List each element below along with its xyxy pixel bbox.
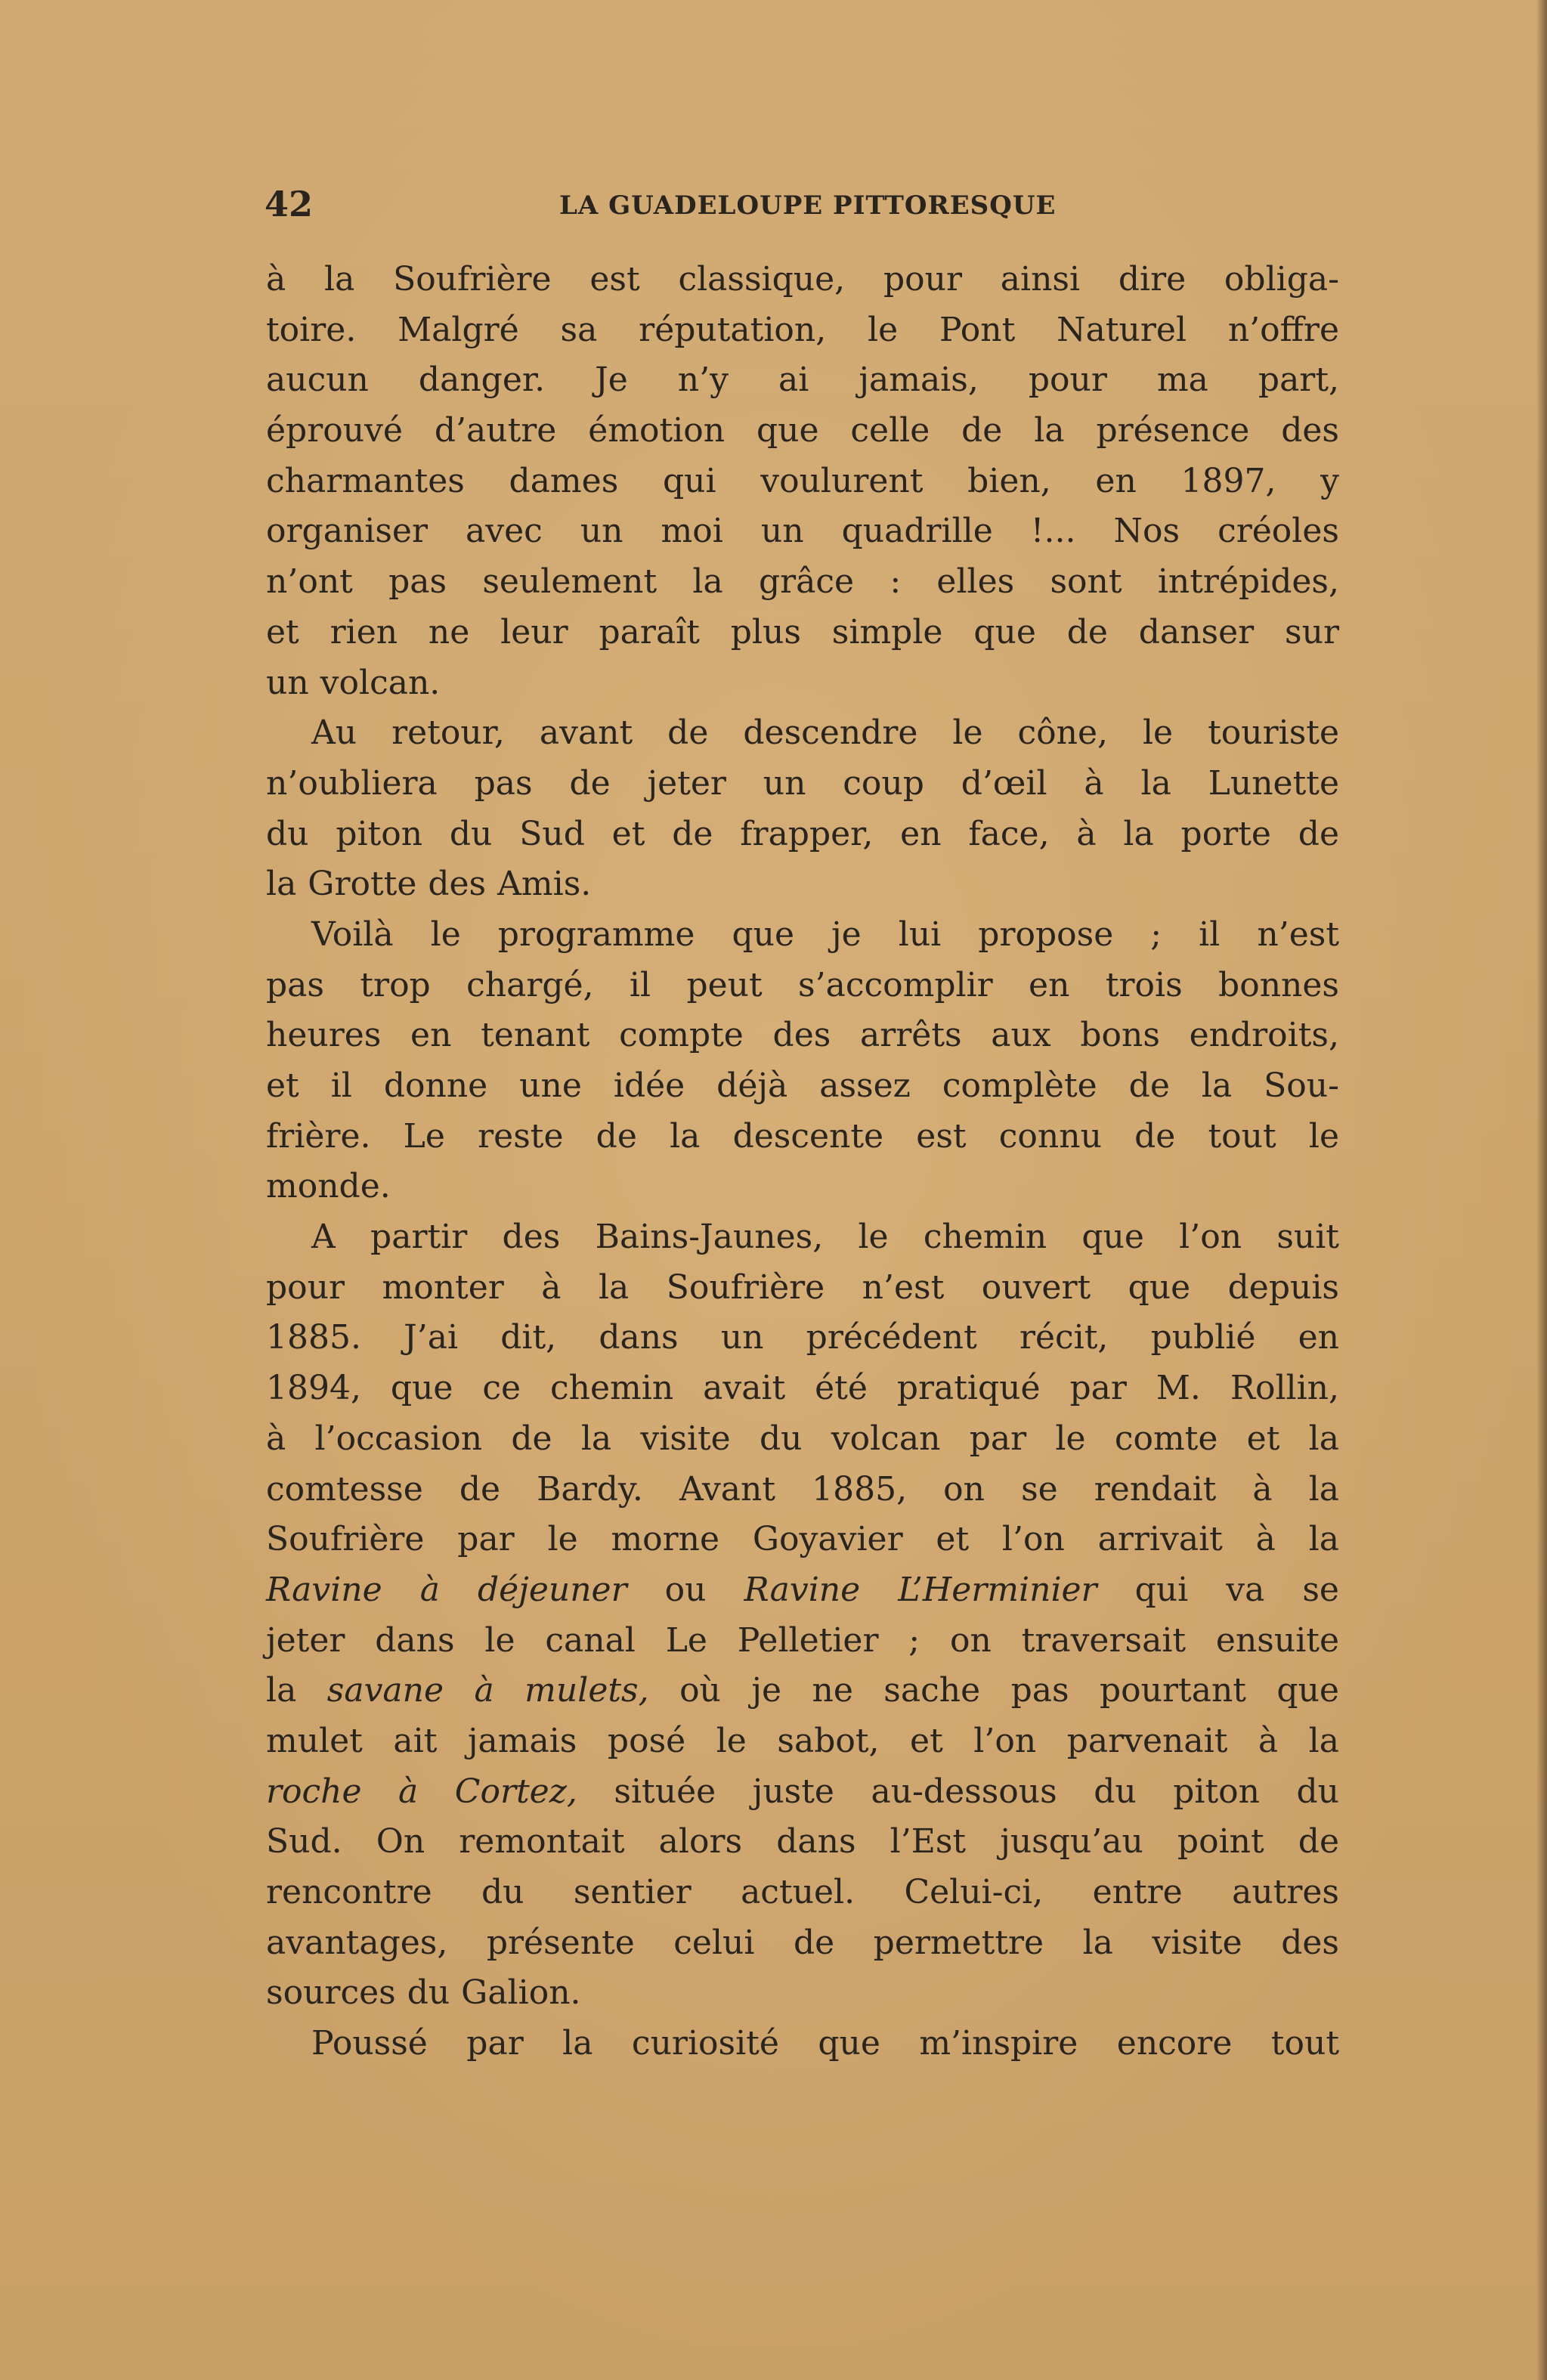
text-line-mixed [266,1666,1339,1716]
text-line: Sud. On remontait alors dans l’Est jusqu’au point de [266,1822,1339,1862]
text-run: qui va se [1134,1570,1339,1609]
text-line: du piton du Sud et de frapper, en face, à la porte de [266,814,1339,853]
text-line: frière. Le reste de la descente est connu de tout le [266,1116,1339,1156]
text-run: où je ne sache pas pourtant que [679,1671,1339,1710]
text-line: sources du Galion. [266,1973,581,2013]
text-line: toire. Malgré sa réputation, le Pont Naturel n’offre [266,310,1339,349]
text-line: monde. [266,1167,391,1206]
text-line: n’oubliera pas de jeter un coup d’œil à la Lunette [266,763,1339,803]
text-line: à la Soufrière est classique, pour ainsi dire obliga- [266,260,1339,299]
text-line: n’ont pas seulement la grâce : elles sont intrépides, [266,562,1339,602]
text-line: et il donne une idée déjà assez complète de la Sou- [266,1066,1339,1105]
text-line: heures en tenant compte des arrêts aux bons endroits, [266,1016,1339,1055]
text-line: la Grotte des Amis. [266,865,592,904]
text-line: avantages, présente celui de permettre la visite des [266,1923,1339,1962]
text-line: Au retour, avant de descendre le cône, le touriste [311,713,1339,753]
text-line: rencontre du sentier actuel. Celui-ci, entre autres [266,1873,1339,1911]
running-title: LA GUADELOUPE PITTORESQUE [559,190,1057,221]
text-line-mixed [266,1767,1339,1818]
text-line: Voilà le programme que je lui propose ; il n’est [311,915,1339,954]
text-line: comtesse de Bardy. Avant 1885, on se rendait à la [266,1469,1339,1509]
text-line: aucun danger. Je n’y ai jamais, pour ma part, [266,361,1339,400]
italic-phrase: Ravine L’Herminier [744,1570,1097,1609]
text-line: pour monter à la Soufrière n’est ouvert que depuis [266,1267,1339,1307]
text-line: et rien ne leur paraît plus simple que de danser sur [266,612,1339,651]
text-line: Poussé par la curiosité que m’inspire encore tout [311,2024,1339,2063]
text-line-mixed [266,1565,1339,1616]
text-run: ou [664,1570,707,1609]
text-line: à l’occasion de la visite du volcan par le comte et la [266,1419,1339,1458]
body-text [266,255,1339,2069]
text-line: organiser avec un moi un quadrille !... Nos créoles [266,512,1339,551]
text-run: située juste au-dessous du piton du [614,1772,1339,1811]
text-line: 1885. J’ai dit, dans un précédent récit, publié en [266,1318,1339,1357]
page-number: 42 [265,184,314,224]
text-line: Soufrière par le morne Goyavier et l’on arrivait à la [266,1520,1339,1559]
text-line: un volcan. [266,663,441,702]
text-line: A partir des Bains-Jaunes, le chemin que l’on suit [311,1218,1339,1257]
page-header [265,181,1338,227]
text-line: pas trop chargé, il peut s’accomplir en trois bonnes [266,965,1339,1004]
text-run: la [266,1671,297,1710]
italic-phrase: Ravine à déjeuner [266,1570,627,1609]
italic-phrase: savane à mulets, [326,1671,649,1710]
text-line: 1894, que ce chemin avait été pratiqué par M. Rollin, [266,1369,1339,1408]
text-line: jeter dans le canal Le Pelletier ; on traversait ensuite [266,1620,1339,1660]
text-line: charmantes dames qui voulurent bien, en 1897, y [266,461,1339,500]
italic-phrase: roche à Cortez, [266,1772,577,1811]
text-line: mulet ait jamais posé le sabot, et l’on parvenait à la [266,1721,1339,1760]
page-edge-shadow [1536,0,1547,2380]
text-line: éprouvé d’autre émotion que celle de la présence des [266,411,1339,450]
